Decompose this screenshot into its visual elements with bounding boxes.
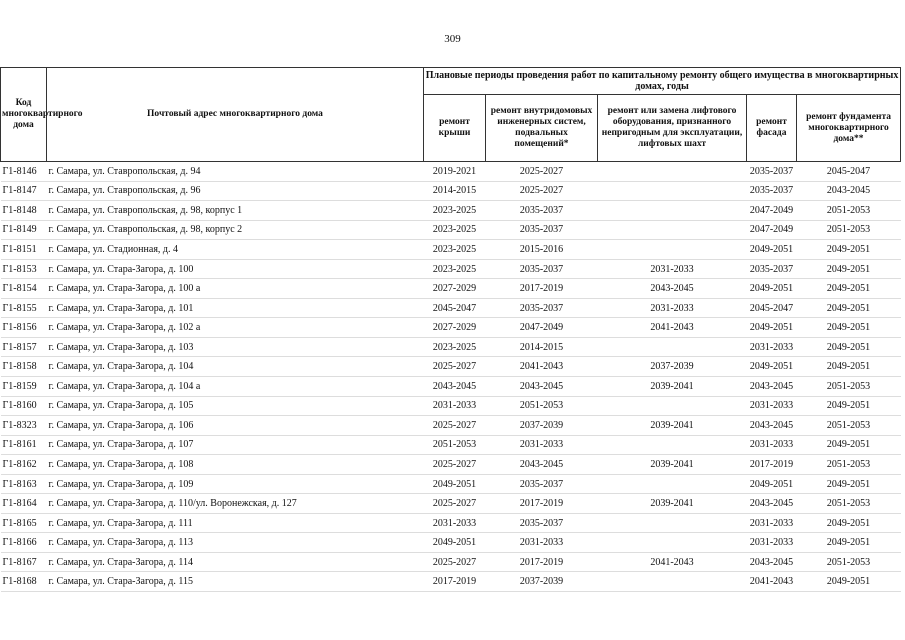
cell-roof: 2027-2029: [424, 279, 486, 299]
cell-code: Г1-8164: [1, 494, 47, 514]
cell-foundation: 2051-2053: [797, 552, 901, 572]
cell-code: Г1-8162: [1, 455, 47, 475]
cell-address: г. Самара, ул. Ставропольская, д. 98, корпус 2: [47, 220, 424, 240]
header-code: Код многоквартирного дома: [1, 68, 47, 162]
cell-foundation: 2049-2051: [797, 435, 901, 455]
cell-address: г. Самара, ул. Стадионная, д. 4: [47, 240, 424, 260]
cell-roof: 2017-2019: [424, 572, 486, 592]
cell-systems: 2017-2019: [486, 279, 598, 299]
table-row: [1, 377, 901, 397]
cell-address: г. Самара, ул. Стара-Загора, д. 106: [47, 416, 424, 436]
cell-roof: 2023-2025: [424, 240, 486, 260]
cell-facade: 2047-2049: [747, 201, 797, 221]
cell-address: г. Самара, ул. Стара-Загора, д. 114: [47, 552, 424, 572]
cell-facade: 2035-2037: [747, 162, 797, 182]
cell-address: г. Самара, ул. Стара-Загора, д. 107: [47, 435, 424, 455]
cell-facade: 2049-2051: [747, 357, 797, 377]
cell-address: г. Самара, ул. Стара-Загора, д. 103: [47, 337, 424, 357]
cell-code: Г1-8158: [1, 357, 47, 377]
cell-address: г. Самара, ул. Ставропольская, д. 94: [47, 162, 424, 182]
cell-elevator: [598, 220, 747, 240]
cell-facade: 2043-2045: [747, 552, 797, 572]
cell-elevator: 2039-2041: [598, 494, 747, 514]
cell-address: г. Самара, ул. Стара-Загора, д. 104: [47, 357, 424, 377]
cell-foundation: 2051-2053: [797, 455, 901, 475]
cell-foundation: 2049-2051: [797, 357, 901, 377]
cell-foundation: 2043-2045: [797, 181, 901, 201]
cell-code: Г1-8167: [1, 552, 47, 572]
cell-foundation: 2049-2051: [797, 474, 901, 494]
header-foundation: ремонт фундамента многоквартирного дома**: [797, 95, 901, 162]
cell-address: г. Самара, ул. Стара-Загора, д. 104 а: [47, 377, 424, 397]
cell-systems: 2043-2045: [486, 377, 598, 397]
table-row: [1, 474, 901, 494]
cell-elevator: 2037-2039: [598, 357, 747, 377]
cell-address: г. Самара, ул. Стара-Загора, д. 101: [47, 298, 424, 318]
cell-facade: 2031-2033: [747, 396, 797, 416]
cell-roof: 2023-2025: [424, 337, 486, 357]
table-body: [1, 162, 901, 592]
table-row: [1, 416, 901, 436]
cell-systems: 2047-2049: [486, 318, 598, 338]
cell-address: г. Самара, ул. Стара-Загора, д. 100: [47, 259, 424, 279]
cell-facade: 2049-2051: [747, 474, 797, 494]
cell-code: Г1-8151: [1, 240, 47, 260]
cell-address: г. Самара, ул. Стара-Загора, д. 100 а: [47, 279, 424, 299]
cell-roof: 2031-2033: [424, 513, 486, 533]
cell-systems: 2025-2027: [486, 181, 598, 201]
table-row: [1, 337, 901, 357]
cell-code: Г1-8149: [1, 220, 47, 240]
cell-address: г. Самара, ул. Ставропольская, д. 96: [47, 181, 424, 201]
table-row: [1, 572, 901, 592]
cell-facade: 2031-2033: [747, 513, 797, 533]
repair-schedule-table: [0, 67, 901, 592]
cell-systems: 2051-2053: [486, 396, 598, 416]
cell-systems: 2031-2033: [486, 533, 598, 553]
cell-roof: 2023-2025: [424, 259, 486, 279]
cell-code: Г1-8157: [1, 337, 47, 357]
cell-elevator: [598, 435, 747, 455]
cell-elevator: [598, 572, 747, 592]
cell-code: Г1-8146: [1, 162, 47, 182]
table-row: [1, 162, 901, 182]
table-row: [1, 396, 901, 416]
cell-address: г. Самара, ул. Стара-Загора, д. 102 а: [47, 318, 424, 338]
cell-systems: 2017-2019: [486, 494, 598, 514]
cell-facade: 2049-2051: [747, 318, 797, 338]
cell-code: Г1-8165: [1, 513, 47, 533]
cell-roof: 2023-2025: [424, 201, 486, 221]
cell-systems: 2035-2037: [486, 513, 598, 533]
cell-foundation: 2049-2051: [797, 279, 901, 299]
cell-code: Г1-8160: [1, 396, 47, 416]
table-row: [1, 298, 901, 318]
cell-address: г. Самара, ул. Стара-Загора, д. 110/ул. Воронежская, д. 127: [47, 494, 424, 514]
table-row: [1, 201, 901, 221]
cell-facade: 2043-2045: [747, 494, 797, 514]
cell-foundation: 2051-2053: [797, 220, 901, 240]
cell-elevator: [598, 474, 747, 494]
cell-roof: 2019-2021: [424, 162, 486, 182]
cell-address: г. Самара, ул. Стара-Загора, д. 113: [47, 533, 424, 553]
cell-facade: 2047-2049: [747, 220, 797, 240]
cell-code: Г1-8147: [1, 181, 47, 201]
cell-systems: 2014-2015: [486, 337, 598, 357]
cell-facade: 2031-2033: [747, 533, 797, 553]
cell-address: г. Самара, ул. Стара-Загора, д. 115: [47, 572, 424, 592]
cell-roof: 2031-2033: [424, 396, 486, 416]
cell-code: Г1-8166: [1, 533, 47, 553]
cell-elevator: 2041-2043: [598, 318, 747, 338]
table-row: [1, 552, 901, 572]
cell-foundation: 2045-2047: [797, 162, 901, 182]
table-row: [1, 435, 901, 455]
cell-elevator: [598, 513, 747, 533]
header-address: Почтовый адрес многоквартирного дома: [47, 68, 424, 162]
cell-foundation: 2051-2053: [797, 377, 901, 397]
table-row: [1, 240, 901, 260]
cell-roof: 2023-2025: [424, 220, 486, 240]
cell-facade: 2045-2047: [747, 298, 797, 318]
cell-roof: 2025-2027: [424, 416, 486, 436]
header-elevator: ремонт или замена лифтового оборудования, признанного непригодным для эксплуатации, лифтовых шахт: [598, 95, 747, 162]
table-row: [1, 494, 901, 514]
cell-roof: 2043-2045: [424, 377, 486, 397]
cell-systems: 2035-2037: [486, 220, 598, 240]
cell-elevator: 2031-2033: [598, 298, 747, 318]
cell-facade: 2017-2019: [747, 455, 797, 475]
cell-code: Г1-8153: [1, 259, 47, 279]
cell-roof: 2049-2051: [424, 474, 486, 494]
cell-systems: 2031-2033: [486, 435, 598, 455]
cell-foundation: 2049-2051: [797, 513, 901, 533]
cell-elevator: 2041-2043: [598, 552, 747, 572]
cell-roof: 2027-2029: [424, 318, 486, 338]
cell-address: г. Самара, ул. Стара-Загора, д. 109: [47, 474, 424, 494]
cell-facade: 2043-2045: [747, 377, 797, 397]
cell-elevator: [598, 240, 747, 260]
table-row: [1, 181, 901, 201]
cell-foundation: 2049-2051: [797, 240, 901, 260]
cell-facade: 2031-2033: [747, 337, 797, 357]
cell-elevator: [598, 181, 747, 201]
cell-code: Г1-8163: [1, 474, 47, 494]
cell-systems: 2041-2043: [486, 357, 598, 377]
cell-roof: 2025-2027: [424, 494, 486, 514]
cell-code: Г1-8323: [1, 416, 47, 436]
cell-elevator: 2043-2045: [598, 279, 747, 299]
page-number: 309: [444, 33, 461, 45]
cell-systems: 2043-2045: [486, 455, 598, 475]
cell-systems: 2025-2027: [486, 162, 598, 182]
cell-foundation: 2051-2053: [797, 201, 901, 221]
cell-address: г. Самара, ул. Стара-Загора, д. 105: [47, 396, 424, 416]
cell-foundation: 2049-2051: [797, 298, 901, 318]
cell-systems: 2035-2037: [486, 298, 598, 318]
cell-code: Г1-8154: [1, 279, 47, 299]
cell-roof: 2045-2047: [424, 298, 486, 318]
cell-roof: 2051-2053: [424, 435, 486, 455]
cell-systems: 2035-2037: [486, 474, 598, 494]
cell-facade: 2049-2051: [747, 279, 797, 299]
cell-elevator: 2039-2041: [598, 377, 747, 397]
cell-systems: 2037-2039: [486, 572, 598, 592]
cell-systems: 2035-2037: [486, 201, 598, 221]
cell-elevator: [598, 533, 747, 553]
table-row: [1, 318, 901, 338]
cell-code: Г1-8156: [1, 318, 47, 338]
cell-address: г. Самара, ул. Стара-Загора, д. 108: [47, 455, 424, 475]
header-facade: ремонт фасада: [747, 95, 797, 162]
cell-code: Г1-8148: [1, 201, 47, 221]
cell-code: Г1-8168: [1, 572, 47, 592]
cell-address: г. Самара, ул. Ставропольская, д. 98, корпус 1: [47, 201, 424, 221]
table-row: [1, 259, 901, 279]
cell-address: г. Самара, ул. Стара-Загора, д. 111: [47, 513, 424, 533]
cell-foundation: 2049-2051: [797, 533, 901, 553]
cell-foundation: 2049-2051: [797, 318, 901, 338]
cell-systems: 2017-2019: [486, 552, 598, 572]
cell-elevator: [598, 201, 747, 221]
table-row: [1, 513, 901, 533]
cell-elevator: 2039-2041: [598, 416, 747, 436]
table-row: [1, 357, 901, 377]
cell-roof: 2025-2027: [424, 455, 486, 475]
header-plan: Плановые периоды проведения работ по капитальному ремонту общего имущества в многоквартирных домах, годы: [424, 68, 901, 95]
cell-roof: 2049-2051: [424, 533, 486, 553]
table-row: [1, 220, 901, 240]
cell-systems: 2015-2016: [486, 240, 598, 260]
cell-foundation: 2049-2051: [797, 259, 901, 279]
cell-foundation: 2051-2053: [797, 416, 901, 436]
cell-foundation: 2049-2051: [797, 396, 901, 416]
cell-foundation: 2051-2053: [797, 494, 901, 514]
table-row: [1, 455, 901, 475]
cell-foundation: 2049-2051: [797, 572, 901, 592]
cell-facade: 2049-2051: [747, 240, 797, 260]
cell-code: Г1-8155: [1, 298, 47, 318]
table-row: [1, 533, 901, 553]
cell-facade: 2043-2045: [747, 416, 797, 436]
cell-roof: 2014-2015: [424, 181, 486, 201]
cell-systems: 2035-2037: [486, 259, 598, 279]
header-systems: ремонт внутридомовых инженерных систем, подвальных помещений*: [486, 95, 598, 162]
cell-elevator: [598, 337, 747, 357]
cell-systems: 2037-2039: [486, 416, 598, 436]
header-roof: ремонт крыши: [424, 95, 486, 162]
cell-facade: 2031-2033: [747, 435, 797, 455]
cell-elevator: [598, 162, 747, 182]
cell-elevator: 2031-2033: [598, 259, 747, 279]
cell-facade: 2035-2037: [747, 181, 797, 201]
cell-foundation: 2049-2051: [797, 337, 901, 357]
cell-facade: 2035-2037: [747, 259, 797, 279]
cell-elevator: 2039-2041: [598, 455, 747, 475]
cell-roof: 2025-2027: [424, 552, 486, 572]
table-row: [1, 279, 901, 299]
cell-elevator: [598, 396, 747, 416]
cell-code: Г1-8159: [1, 377, 47, 397]
cell-roof: 2025-2027: [424, 357, 486, 377]
cell-code: Г1-8161: [1, 435, 47, 455]
cell-facade: 2041-2043: [747, 572, 797, 592]
